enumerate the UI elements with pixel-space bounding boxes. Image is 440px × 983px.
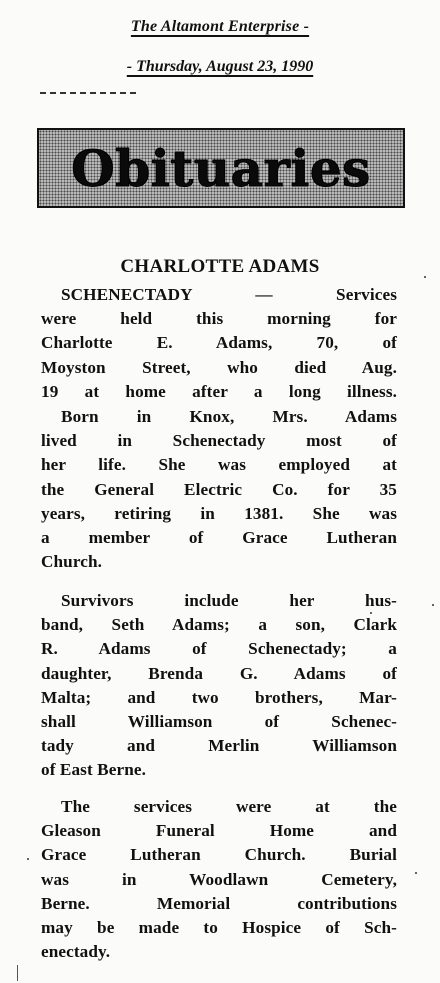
text-line: R. Adams of Schenectady; a (41, 639, 397, 659)
text-line: Survivors include her hus- (61, 591, 397, 610)
text-line: shall Williamson of Schenec- (41, 712, 397, 732)
text-line: SCHENECTADY — Services (61, 285, 397, 304)
text-line: Born in Knox, Mrs. Adams (61, 407, 397, 426)
section-banner (37, 128, 405, 208)
text-line: band, Seth Adams; a son, Clark (41, 615, 397, 635)
article-paragraph (41, 589, 397, 783)
article-paragraph (41, 405, 397, 574)
text-line: Charlotte E. Adams, 70, of (41, 333, 397, 353)
text-line: a member of Grace Lutheran (41, 528, 397, 548)
text-line: lived in Schenectady most of (41, 431, 397, 451)
text-line: years, retiring in 1381. She was (41, 503, 397, 523)
print-speck (415, 872, 417, 874)
text-line: tady and Merlin Williamson (41, 736, 397, 756)
newspaper-name-text: The Altamont Enterprise - (130, 18, 310, 35)
text-line: daughter, Brenda G. Adams of (41, 663, 397, 683)
text-line: was in Woodlawn Cemetery, (41, 869, 397, 889)
text-line: The services were at the (61, 797, 397, 816)
text-line: were held this morning for (41, 309, 397, 329)
text-line: the General Electric Co. for 35 (41, 479, 397, 499)
text-line: Moyston Street, who died Aug. (41, 357, 397, 377)
publication-date (0, 58, 440, 76)
text-line: Grace Lutheran Church. Burial (41, 845, 397, 865)
newspaper-name (0, 18, 440, 36)
text-line: Church. (41, 552, 103, 572)
article-paragraph (41, 795, 397, 964)
text-line: Berne. Memorial contributions (41, 893, 397, 913)
publication-date-text: - Thursday, August 23, 1990 (126, 58, 314, 75)
text-line: enectady. (41, 942, 111, 962)
section-title: Obituaries (71, 138, 371, 198)
text-line: Gleason Funeral Home and (41, 821, 397, 841)
print-speck (424, 276, 426, 278)
print-speck (370, 612, 372, 614)
article-paragraph (41, 283, 397, 404)
print-speck (27, 858, 29, 860)
text-line: Malta; and two brothers, Mar- (41, 687, 397, 707)
text-line: her life. She was employed at (41, 455, 397, 475)
clipping-edge-mark (17, 965, 18, 981)
text-line: 19 at home after a long illness. (41, 381, 397, 401)
text-line: may be made to Hospice of Sch- (41, 918, 397, 938)
dashed-divider (40, 92, 136, 94)
obituary-headline: CHARLOTTE ADAMS (120, 256, 320, 277)
text-line: of East Berne. (41, 760, 146, 780)
print-speck (432, 604, 434, 606)
